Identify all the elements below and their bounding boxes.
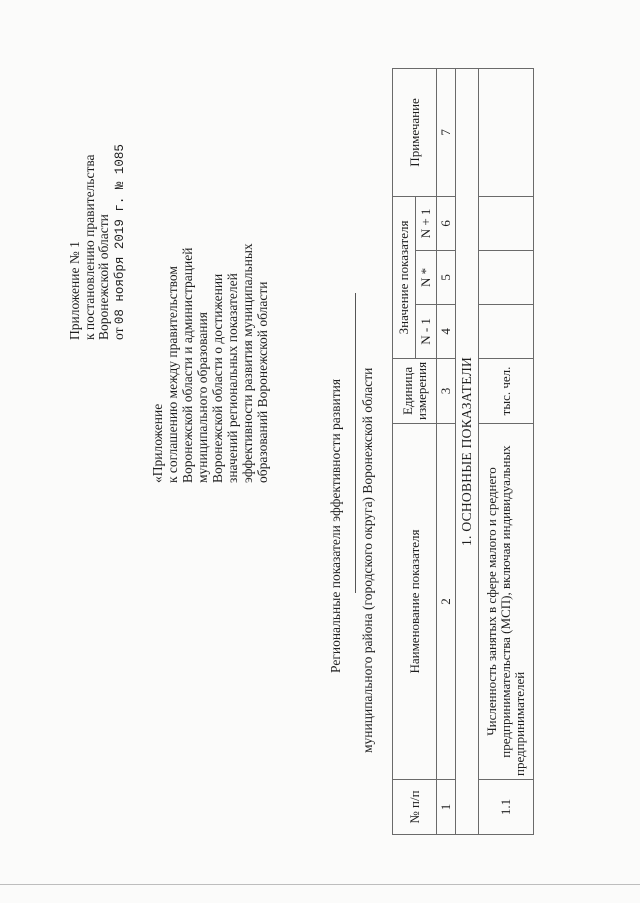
annex-region: Воронежской области bbox=[96, 214, 111, 340]
column-number: 5 bbox=[437, 250, 456, 304]
table-row bbox=[479, 68, 534, 834]
agreement-line: эффективности развития муниципальных bbox=[240, 243, 255, 483]
header-n-plus: N + 1 bbox=[416, 196, 437, 250]
row-indicator-name: Численность занятых в сфере малого и среднего предпринимательства (МСП), включая индивидуальных предпринимателей bbox=[479, 424, 534, 780]
row-num: 1.1 bbox=[479, 780, 534, 835]
header-n-minus: N - 1 bbox=[416, 304, 437, 358]
column-number: 1 bbox=[437, 780, 456, 835]
title-underline bbox=[355, 293, 356, 593]
agreement-line: Воронежской области о достижении bbox=[210, 273, 225, 483]
header-row bbox=[393, 68, 416, 834]
agreement-line: муниципального образования bbox=[195, 312, 210, 483]
annex-to-resolution: к постановлению правительства bbox=[81, 154, 97, 340]
indicators-table bbox=[392, 68, 534, 835]
header-name: Наименование показателя bbox=[393, 424, 437, 780]
column-number: 3 bbox=[437, 358, 456, 423]
section-row bbox=[456, 68, 479, 834]
agreement-line: значений региональных показателей bbox=[225, 273, 240, 483]
header-note: Примечание bbox=[393, 68, 437, 196]
row-n-star-value bbox=[479, 250, 534, 304]
annex-date-prefix: от bbox=[110, 327, 126, 340]
row-unit: тыс. чел. bbox=[479, 358, 534, 423]
annex-header bbox=[68, 144, 127, 340]
annex-date-value: 08 ноября 2019 г. № 1085 bbox=[112, 144, 127, 325]
agreement-annex-block bbox=[150, 243, 270, 483]
header-n-star: N * bbox=[416, 250, 437, 304]
annex-date-line bbox=[112, 144, 128, 340]
row-n-minus-value bbox=[479, 304, 534, 358]
header-unit: Единица измерения bbox=[393, 358, 437, 423]
row-n-plus-value bbox=[479, 196, 534, 250]
annex-number: Приложение № 1 bbox=[67, 241, 82, 340]
column-number: 7 bbox=[437, 68, 456, 196]
document-subtitle: муниципального района (городского округа) Воронежской области bbox=[360, 367, 375, 753]
column-number: 2 bbox=[437, 424, 456, 780]
column-numbers-row bbox=[437, 68, 456, 834]
agreement-line: Воронежской области и администрацией bbox=[180, 247, 195, 483]
column-number: 6 bbox=[437, 196, 456, 250]
section-title: 1. ОСНОВНЫЕ ПОКАЗАТЕЛИ bbox=[456, 68, 479, 834]
document-title: Региональные показатели эффективности развития bbox=[328, 378, 343, 673]
header-value-group: Значение показателя bbox=[393, 196, 416, 358]
agreement-line: к соглашению между правительством bbox=[165, 266, 180, 483]
agreement-line: образований Воронежской области bbox=[255, 281, 270, 483]
agreement-line: «Приложение bbox=[150, 403, 165, 483]
column-number: 4 bbox=[437, 304, 456, 358]
row-note bbox=[479, 68, 534, 196]
header-num: № п/п bbox=[393, 780, 437, 835]
